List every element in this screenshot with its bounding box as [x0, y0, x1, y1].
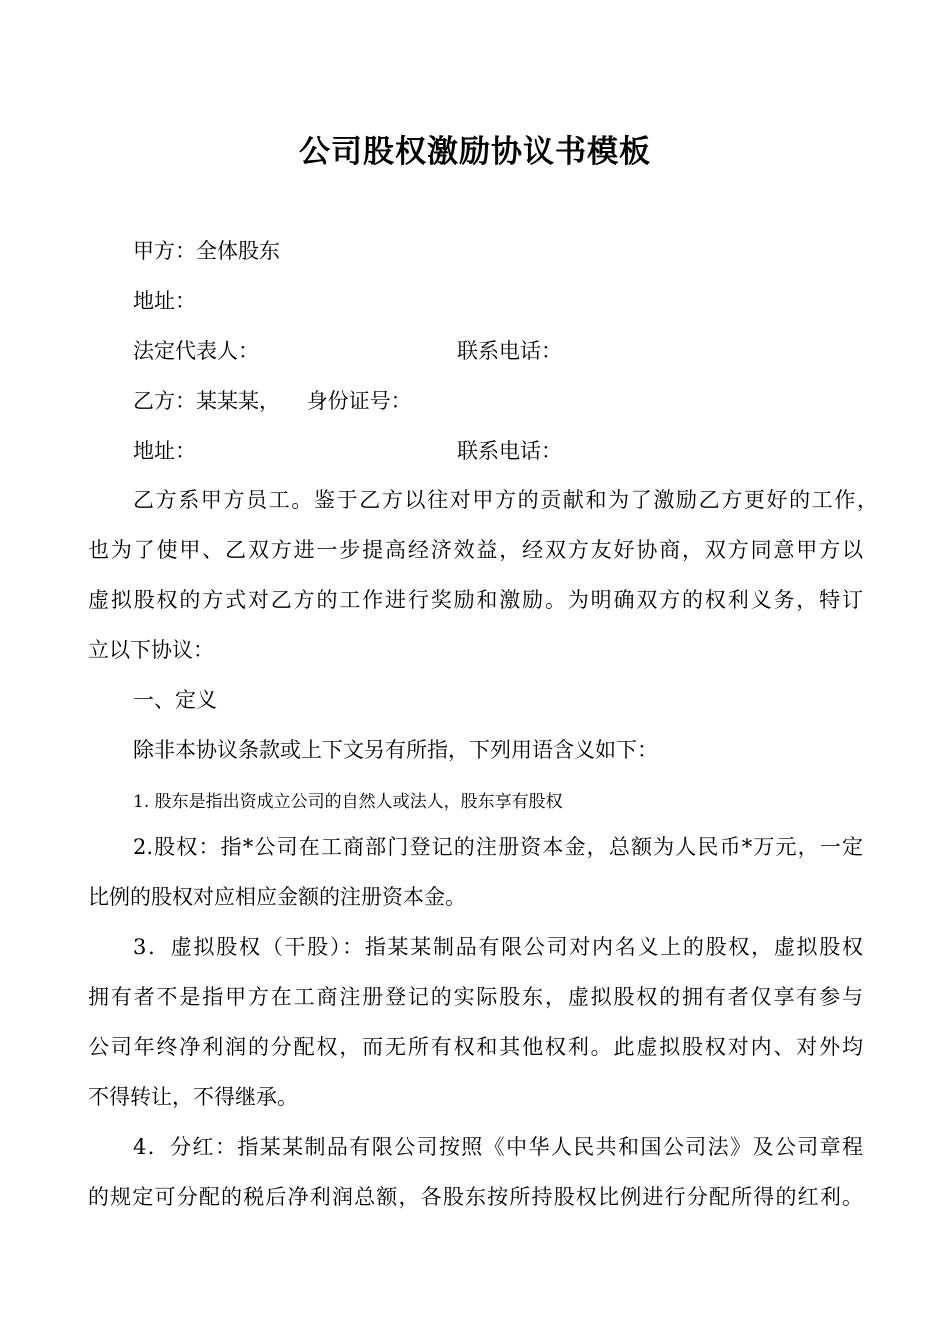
party-b-address-row: [133, 436, 878, 466]
intro-line-4: 立以下协议：: [88, 638, 214, 662]
legal-rep-label: 法定代表人：: [133, 339, 259, 363]
definition-item-3-line-4: 不得转让，不得继承。: [88, 1085, 298, 1109]
definition-item-4-line-2: 的规定可分配的税后净利润总额，各股东按所持股权比例进行分配所得的红利。: [88, 1185, 863, 1209]
definition-item-2-line-1: 2.股权：指*公司在工商部门登记的注册资本金，总额为人民币*万元，一定: [133, 835, 863, 859]
party-b-name-label: 乙方：某某某，: [133, 389, 280, 413]
party-a-name-line: 甲方：全体股东: [133, 239, 280, 263]
party-a-phone-label: 联系电话：: [457, 339, 562, 363]
definition-item-1: 1. 股东是指出资成立公司的自然人或法人，股东享有股权: [133, 792, 563, 812]
party-a-rep-row: [133, 336, 878, 366]
definition-item-3-line-2: 拥有者不是指甲方在工商注册登记的实际股东，虚拟股权的拥有者仅享有参与: [88, 985, 863, 1009]
definition-item-2-line-2: 比例的股权对应相应金额的注册资本金。: [88, 885, 466, 909]
section-1-lead: 除非本协议条款或上下文另有所指，下列用语含义如下：: [133, 738, 658, 762]
party-b-phone-label: 联系电话：: [457, 439, 562, 463]
party-b-name-row: [133, 386, 878, 416]
intro-line-2: 也为了使甲、乙双方进一步提高经济效益，经双方友好协商，双方同意甲方以: [88, 538, 863, 562]
intro-line-1: 乙方系甲方员工。鉴于乙方以往对甲方的贡献和为了激励乙方更好的工作，: [133, 488, 878, 512]
definition-item-4-line-1: 4．分红：指某某制品有限公司按照《中华人民共和国公司法》及公司章程: [133, 1135, 863, 1159]
party-b-address-label: 地址：: [133, 439, 196, 463]
intro-line-3: 虚拟股权的方式对乙方的工作进行奖励和激励。为明确双方的权利义务，特订: [88, 588, 863, 612]
party-a-address-label: 地址：: [133, 289, 196, 313]
section-1-heading: 一、定义: [133, 688, 217, 712]
definition-item-3-line-1: 3．虚拟股权（干股）：指某某制品有限公司对内名义上的股权，虚拟股权: [133, 935, 863, 959]
party-b-id-label: 身份证号：: [306, 389, 412, 413]
definition-item-3-line-3: 公司年终净利润的分配权，而无所有权和其他权利。此虚拟股权对内、对外均: [88, 1035, 863, 1059]
document-title: 公司股权激励协议书模板: [299, 134, 651, 170]
